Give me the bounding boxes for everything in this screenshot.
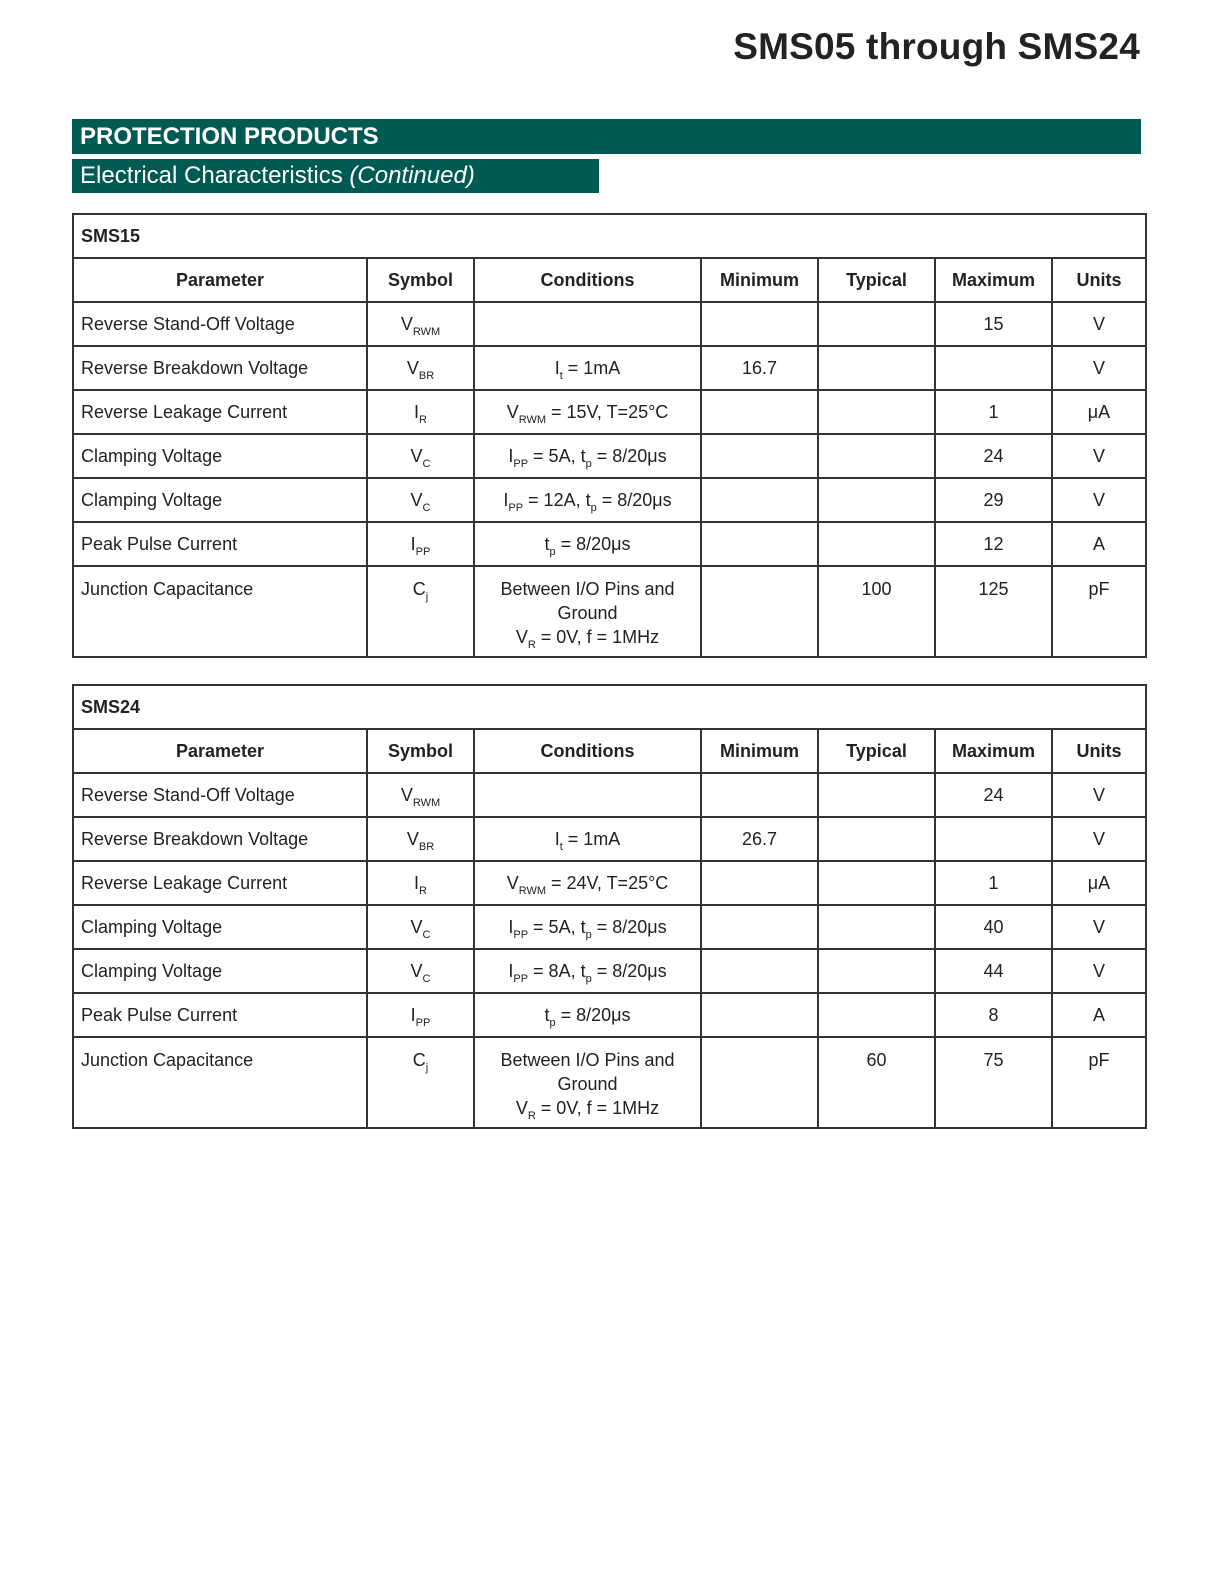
symbol-cell: $I_R$	[367, 390, 474, 434]
maximum-cell: 1	[935, 861, 1052, 905]
table-row	[73, 478, 1146, 522]
symbol-cell: $V_{RWM}$	[367, 302, 474, 346]
table-model-label: SMS24	[73, 685, 1146, 729]
minimum-cell	[701, 390, 818, 434]
parameter-cell: Reverse Stand-Off Voltage	[73, 302, 367, 346]
maximum-cell: 125	[935, 566, 1052, 657]
section-subtitle-text: Electrical Characteristics	[80, 162, 343, 189]
table-header-row	[73, 258, 1146, 302]
parameter-cell: Reverse Stand-Off Voltage	[73, 773, 367, 817]
col-header-maximum: Maximum	[935, 729, 1052, 773]
conditions-cell: $I_{PP} = 12A$, $t_p = 8/20\mu s$	[474, 478, 701, 522]
typical-cell	[818, 993, 935, 1037]
conditions-cell: $I_t = 1mA$	[474, 817, 701, 861]
col-header-parameter: Parameter	[73, 729, 367, 773]
typical-cell	[818, 390, 935, 434]
units-cell: pF	[1052, 566, 1146, 657]
parameter-cell: Peak Pulse Current	[73, 993, 367, 1037]
table-row	[73, 773, 1146, 817]
units-cell: V	[1052, 773, 1146, 817]
minimum-cell: 26.7	[701, 817, 818, 861]
conditions-cell: $I_{PP} = 5A$, $t_p = 8/20\mu s$	[474, 434, 701, 478]
conditions-cell: $I_t = 1mA$	[474, 346, 701, 390]
typical-cell	[818, 434, 935, 478]
typical-cell: 60	[818, 1037, 935, 1128]
units-cell: V	[1052, 302, 1146, 346]
typical-cell	[818, 817, 935, 861]
parameter-cell: Clamping Voltage	[73, 434, 367, 478]
typical-cell	[818, 773, 935, 817]
table-row	[73, 346, 1146, 390]
symbol-cell: $V_C$	[367, 949, 474, 993]
maximum-cell: 44	[935, 949, 1052, 993]
conditions-cell: $I_{PP} = 8A$, $t_p = 8/20\mu s$	[474, 949, 701, 993]
conditions-cell: $I_{PP} = 5A$, $t_p = 8/20\mu s$	[474, 905, 701, 949]
units-cell: A	[1052, 522, 1146, 566]
typical-cell	[818, 905, 935, 949]
parameter-cell: Reverse Breakdown Voltage	[73, 346, 367, 390]
parameter-cell: Junction Capacitance	[73, 566, 367, 657]
conditions-cell: $t_p = 8/20\mu s$	[474, 993, 701, 1037]
units-cell: pF	[1052, 1037, 1146, 1128]
col-header-minimum: Minimum	[701, 729, 818, 773]
parameter-cell: Clamping Voltage	[73, 478, 367, 522]
col-header-minimum: Minimum	[701, 258, 818, 302]
symbol-cell: $V_{BR}$	[367, 346, 474, 390]
table-row	[73, 302, 1146, 346]
maximum-cell: 40	[935, 905, 1052, 949]
units-cell: A	[1052, 993, 1146, 1037]
symbol-cell: $C_j$	[367, 1037, 474, 1128]
col-header-symbol: Symbol	[367, 729, 474, 773]
symbol-cell: $V_C$	[367, 905, 474, 949]
symbol-cell: $V_{BR}$	[367, 817, 474, 861]
table-row	[73, 861, 1146, 905]
minimum-cell	[701, 993, 818, 1037]
parameter-cell: Reverse Leakage Current	[73, 390, 367, 434]
minimum-cell	[701, 478, 818, 522]
maximum-cell: 15	[935, 302, 1052, 346]
table-row	[73, 522, 1146, 566]
parameter-cell: Clamping Voltage	[73, 949, 367, 993]
minimum-cell	[701, 861, 818, 905]
units-cell: V	[1052, 478, 1146, 522]
units-cell: V	[1052, 817, 1146, 861]
typical-cell	[818, 522, 935, 566]
table-row	[73, 566, 1146, 657]
conditions-cell: $V_{RWM} = 15V$, T=25°C	[474, 390, 701, 434]
symbol-cell: $V_{RWM}$	[367, 773, 474, 817]
symbol-cell: $C_j$	[367, 566, 474, 657]
parameter-cell: Junction Capacitance	[73, 1037, 367, 1128]
maximum-cell: 29	[935, 478, 1052, 522]
units-cell: V	[1052, 434, 1146, 478]
units-cell: μA	[1052, 390, 1146, 434]
col-header-units: Units	[1052, 729, 1146, 773]
typical-cell	[818, 478, 935, 522]
spec-table-sms15	[72, 213, 1147, 658]
page-title: SMS05 through SMS24	[733, 26, 1140, 67]
maximum-cell	[935, 817, 1052, 861]
minimum-cell	[701, 566, 818, 657]
col-header-conditions: Conditions	[474, 729, 701, 773]
units-cell: V	[1052, 949, 1146, 993]
parameter-cell: Reverse Leakage Current	[73, 861, 367, 905]
parameter-cell: Peak Pulse Current	[73, 522, 367, 566]
conditions-cell	[474, 302, 701, 346]
conditions-cell	[474, 773, 701, 817]
table-row	[73, 1037, 1146, 1128]
units-cell: V	[1052, 346, 1146, 390]
minimum-cell: 16.7	[701, 346, 818, 390]
col-header-conditions: Conditions	[474, 258, 701, 302]
maximum-cell: 8	[935, 993, 1052, 1037]
typical-cell	[818, 861, 935, 905]
table-row	[73, 949, 1146, 993]
conditions-cell: $t_p = 8/20\mu s$	[474, 522, 701, 566]
parameter-cell: Reverse Breakdown Voltage	[73, 817, 367, 861]
col-header-units: Units	[1052, 258, 1146, 302]
maximum-cell	[935, 346, 1052, 390]
section-subtitle-note: (Continued)	[349, 162, 475, 189]
minimum-cell	[701, 434, 818, 478]
minimum-cell	[701, 949, 818, 993]
typical-cell	[818, 346, 935, 390]
units-cell: V	[1052, 905, 1146, 949]
table-row	[73, 434, 1146, 478]
conditions-cell: Between I/O Pins and Ground $V_R = 0V$, f = 1MHz	[474, 566, 701, 657]
section-subtitle	[72, 159, 599, 193]
maximum-cell: 75	[935, 1037, 1052, 1128]
table-row	[73, 993, 1146, 1037]
minimum-cell	[701, 302, 818, 346]
minimum-cell	[701, 773, 818, 817]
col-header-typical: Typical	[818, 729, 935, 773]
units-cell: μA	[1052, 861, 1146, 905]
col-header-maximum: Maximum	[935, 258, 1052, 302]
symbol-cell: $V_C$	[367, 434, 474, 478]
typical-cell	[818, 302, 935, 346]
maximum-cell: 24	[935, 434, 1052, 478]
symbol-cell: $I_{PP}$	[367, 522, 474, 566]
symbol-cell: $I_R$	[367, 861, 474, 905]
symbol-cell: $I_{PP}$	[367, 993, 474, 1037]
table-model-label: SMS15	[73, 214, 1146, 258]
typical-cell: 100	[818, 566, 935, 657]
table-row	[73, 817, 1146, 861]
conditions-cell: $V_{RWM} = 24V$, T=25°C	[474, 861, 701, 905]
col-header-typical: Typical	[818, 258, 935, 302]
table-header-row	[73, 729, 1146, 773]
section-banner: PROTECTION PRODUCTS	[72, 119, 1141, 154]
maximum-cell: 12	[935, 522, 1052, 566]
table-row	[73, 390, 1146, 434]
maximum-cell: 24	[935, 773, 1052, 817]
spec-table-sms24	[72, 684, 1147, 1129]
parameter-cell: Clamping Voltage	[73, 905, 367, 949]
minimum-cell	[701, 905, 818, 949]
col-header-symbol: Symbol	[367, 258, 474, 302]
minimum-cell	[701, 522, 818, 566]
symbol-cell: $V_C$	[367, 478, 474, 522]
maximum-cell: 1	[935, 390, 1052, 434]
minimum-cell	[701, 1037, 818, 1128]
conditions-cell: Between I/O Pins and Ground $V_R = 0V$, f = 1MHz	[474, 1037, 701, 1128]
table-row	[73, 905, 1146, 949]
typical-cell	[818, 949, 935, 993]
col-header-parameter: Parameter	[73, 258, 367, 302]
